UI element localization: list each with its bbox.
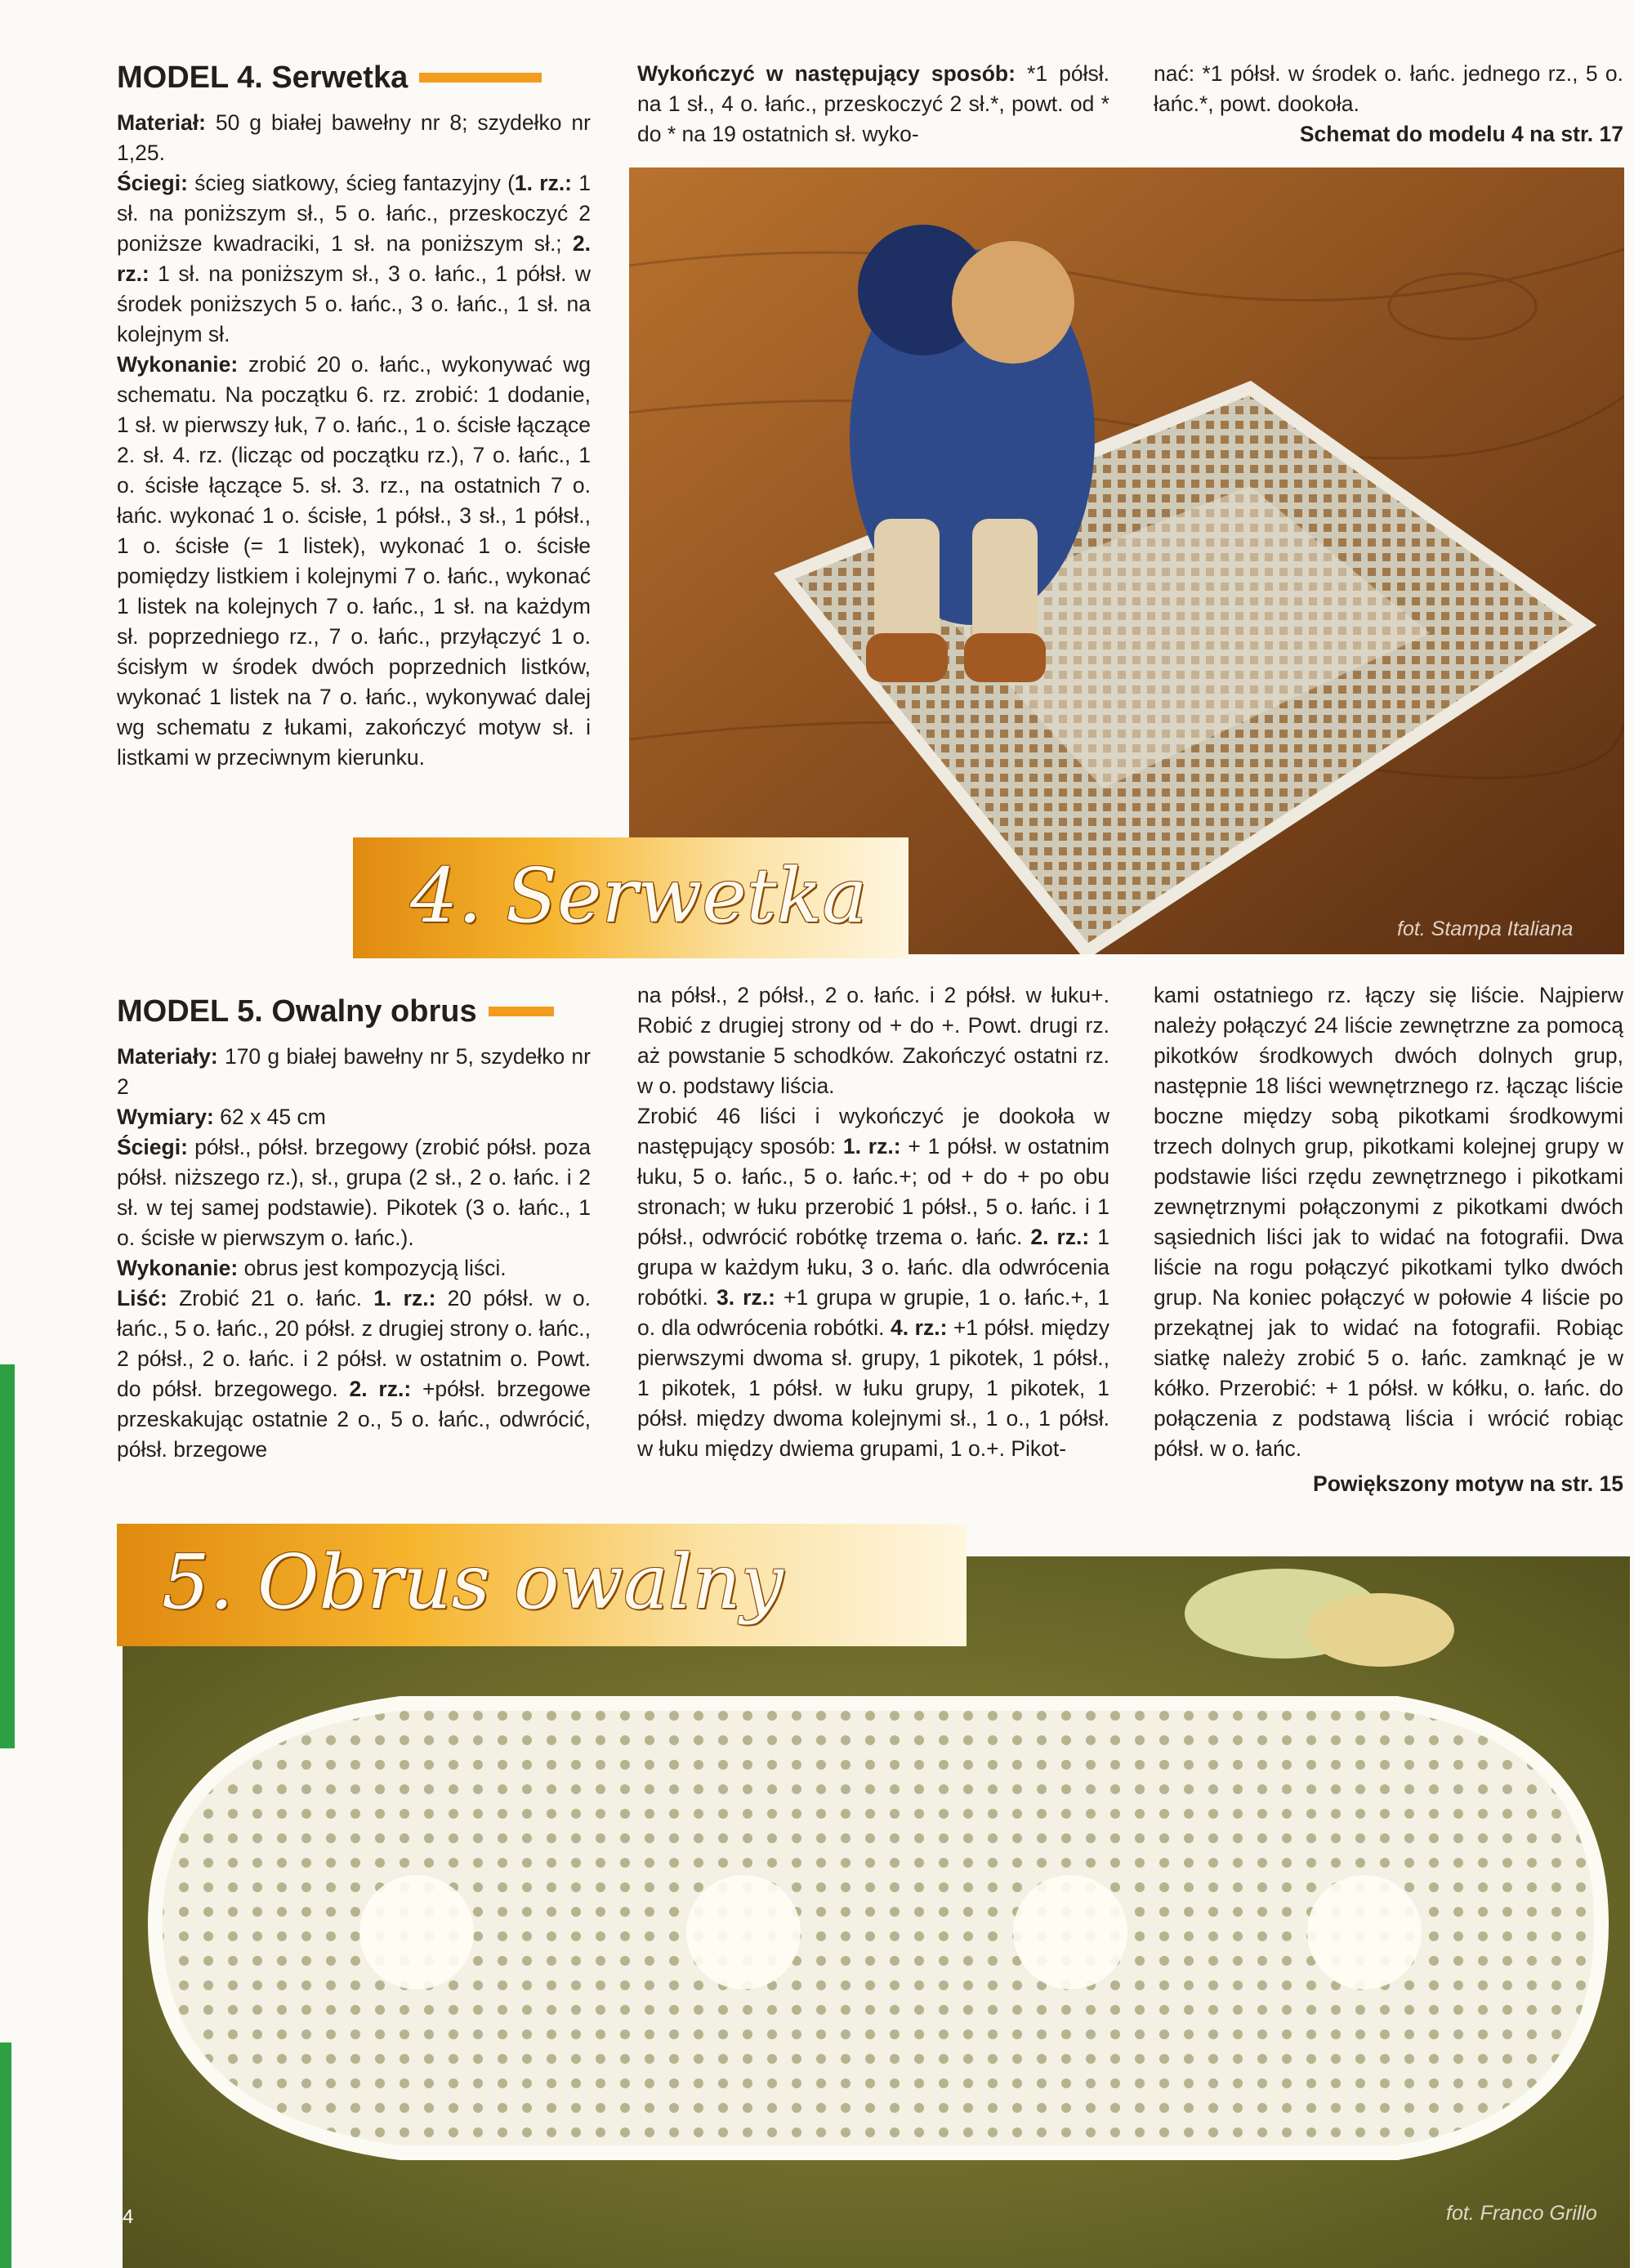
instruction-paragraph: Zrobić 46 liści i wykończyć je dookoła w następujący sposób: 1. rz.: + 1 półsł. w ostatnim łuku, 5 o. łańc., 5 o. łańc.+; od + do + po obu stronach; w łuku przerobić 1 półsł., 5 o. łańc. i 1 półsł., odwrócić robótkę trzema o. łańc. 2. rz.: 1 grupa w każdym łuku, 3 o. łańc. dla odwrócenia robótki. 3. rz.: +1 grupa w grupie, 1 o. łańc.+, 1 o. dla odwrócenia robótki. 4. rz.: +1 półsł. między pierwszymi dwoma sł. grupy, 1 pikotek, 1 półsł., 1 pikotek, 1 półsł. w łuku grupy, 1 pikotek, 1 półsł. między dwoma kolejnymi sł., 1 o., 1 półsł. w łuku między dwiema grupami, 1 o.+. Pikot- <box>637 1104 1110 1461</box>
green-side-tab <box>0 1364 15 1748</box>
instruction-paragraph: Materiały: 170 g białej bawełny nr 5, szydełko nr 2 <box>117 1044 591 1099</box>
model5-column-2 <box>637 980 1109 1464</box>
photo-credit-5: fot. Franco Grillo <box>1446 2202 1597 2225</box>
instruction-paragraph: Wykonanie: obrus jest kompozycją liści. <box>117 1256 507 1280</box>
model5-heading <box>117 993 591 1030</box>
doily-photo <box>629 167 1624 954</box>
instruction-paragraph: Liść: Zrobić 21 o. łańc. 1. rz.: 20 półsł. w o. łańc., 5 o. łańc., 20 półsł. z drugiej strony o. łańc., 2 półsł., 2 o. łańc. i 2 półsł. w ostatnim o. Powt. do półsł. brzegowego. 2. rz.: +półsł. brzegowe przeskakując ostatnie 2 o., 5 o. łańc., odwrócić, półsł. brzegowe <box>117 1286 592 1462</box>
model5-column-3 <box>1154 980 1623 1499</box>
heading-accent-bar <box>419 73 542 83</box>
model4-heading <box>117 59 591 96</box>
schema-note: Schemat do modelu 4 na str. 17 <box>1299 122 1623 146</box>
model4-column-1 <box>117 59 591 773</box>
instruction-paragraph: Wymiary: 62 x 45 cm <box>117 1105 326 1129</box>
model4-banner <box>353 837 909 958</box>
model4-banner-title: 4. Serwetka <box>410 852 868 940</box>
tablecloth-photo <box>123 1556 1630 2268</box>
motif-note: Powiększony motyw na str. 15 <box>1313 1471 1623 1496</box>
model4-column-3 <box>1154 59 1623 150</box>
model5-instructions <box>117 1042 591 1465</box>
model5-banner-title: 5. Obrus owalny <box>162 1538 784 1626</box>
photo-credit-4: fot. Stampa Italiana <box>1397 917 1574 940</box>
model5-heading-text: MODEL 5. Owalny obrus <box>117 994 477 1029</box>
instruction-paragraph: na półsł., 2 półsł., 2 o. łańc. i 2 półsł. w łuku+. Robić z drugiej strony od + do +. Powt. drugi rz. aż powstanie 5 schodków. Zakończyć ostatni rz. w o. podstawy liścia. <box>637 983 1109 1098</box>
heading-accent-bar <box>489 1007 554 1016</box>
instruction-paragraph: Ściegi: półsł., półsł. brzegowy (zrobić półsł. poza półsł. niższego rz.), sł., grupa (2 sł., 2 o. łańc. i 2 sł. w tej samej podstawie). Pikotek (3 o. łańc., 1 o. ścisłe w pierwszym o. łańc.). <box>117 1135 591 1250</box>
instruction-paragraph: Materiał: 50 g białej bawełny nr 8; szydełko nr 1,25. <box>117 110 591 165</box>
green-side-tab <box>0 2043 11 2268</box>
model4-heading-text: MODEL 4. Serwetka <box>117 60 408 95</box>
model5-banner <box>117 1524 967 1646</box>
model5-joining-text: kami ostatniego rz. łączy się liście. Najpierw należy połączyć 24 liście zewnętrzne za pomocą pikotków środkowych dwóch dolnych grup, następnie 18 liści wewnętrznego rz. łącząc liście boczne między sobą pikotkami środkowymi trzech dolnych grup, pikotkami kolejnej grupy w podstawie liści rzędu zewnętrznego i pikotkami zewnętrznymi połączonymi z pikotkami dwóch sąsiednich liści jak to widać na fotografii. Dwa liście na rogu połączyć pikotkami tylko dwóch grup. Na koniec połączyć w połowie 4 liście po przekątnej jak to widać na fotografii. Robiąc siatkę należy zrobić 5 o. łańc. zamknąć je w kółko. Przerobić: + 1 półsł. w kółku, o. łańc. do połączenia z podstawą liścia i wrócić robiąc półsł. w o. łańc. <box>1154 983 1623 1461</box>
instruction-paragraph: Ściegi: ścieg siatkowy, ścieg fantazyjny (1. rz.: 1 sł. na poniższym sł., 5 o. łańc., przeskoczyć 2 poniższe kwadraciki, 1 sł. na poniższym sł.; 2. rz.: 1 sł. na poniższym sł., 3 o. łańc., 1 półsł. w środek poniższych 5 o. łańc., 3 o. łańc., 1 sł. na kolejnym sł. <box>117 171 591 346</box>
model5-column-1 <box>117 993 591 1465</box>
model4-finishing-text-cont: nać: *1 półsł. w środek o. łańc. jednego rz., 5 o. łańc.*, powt. dookoła. <box>1154 61 1623 116</box>
model5-instructions-cont <box>637 980 1109 1464</box>
page-number: 4 <box>123 2206 134 2228</box>
model4-column-2 <box>637 59 1109 150</box>
model4-instructions <box>117 108 591 773</box>
instruction-paragraph: Wykonanie: zrobić 20 o. łańc., wykonywać wg schematu. Na początku 6. rz. zrobić: 1 dodanie, 1 sł. w pierwszy łuk, 7 o. łańc., 1 o. ścisłe łączące 2. sł. 4. rz. (licząc od początku rz.), 7 o. łańc., 1 o. ścisłe łączące 5. sł. 3. rz., na ostatnich 7 o. łańc. wykonać 1 o. ścisłe, 1 półsł., 3 sł., 1 półsł., 1 o. ścisłe (= 1 listek), wykonać 1 o. ścisłe pomiędzy listkiem i kolejnymi 7 o. łańc., wykonać 1 listek na kolejnych 7 o. łańc., 1 sł. na każdym sł. poprzedniego rz., 7 o. łańc., przyłączyć 1 o. ścisłym w środek dwóch poprzednich listków, wykonać 1 listek na 7 o. łańc., wykonywać dalej wg schematu z łukami, zakończyć motyw sł. i listkami w przeciwnym kierunku. <box>117 352 591 770</box>
model4-finishing-text: Wykończyć w następujący sposób: *1 półsł. na 1 sł., 4 o. łańc., przeskoczyć 2 sł.*, powt. od * do * na 19 ostatnich sł. wyko- <box>637 61 1110 146</box>
